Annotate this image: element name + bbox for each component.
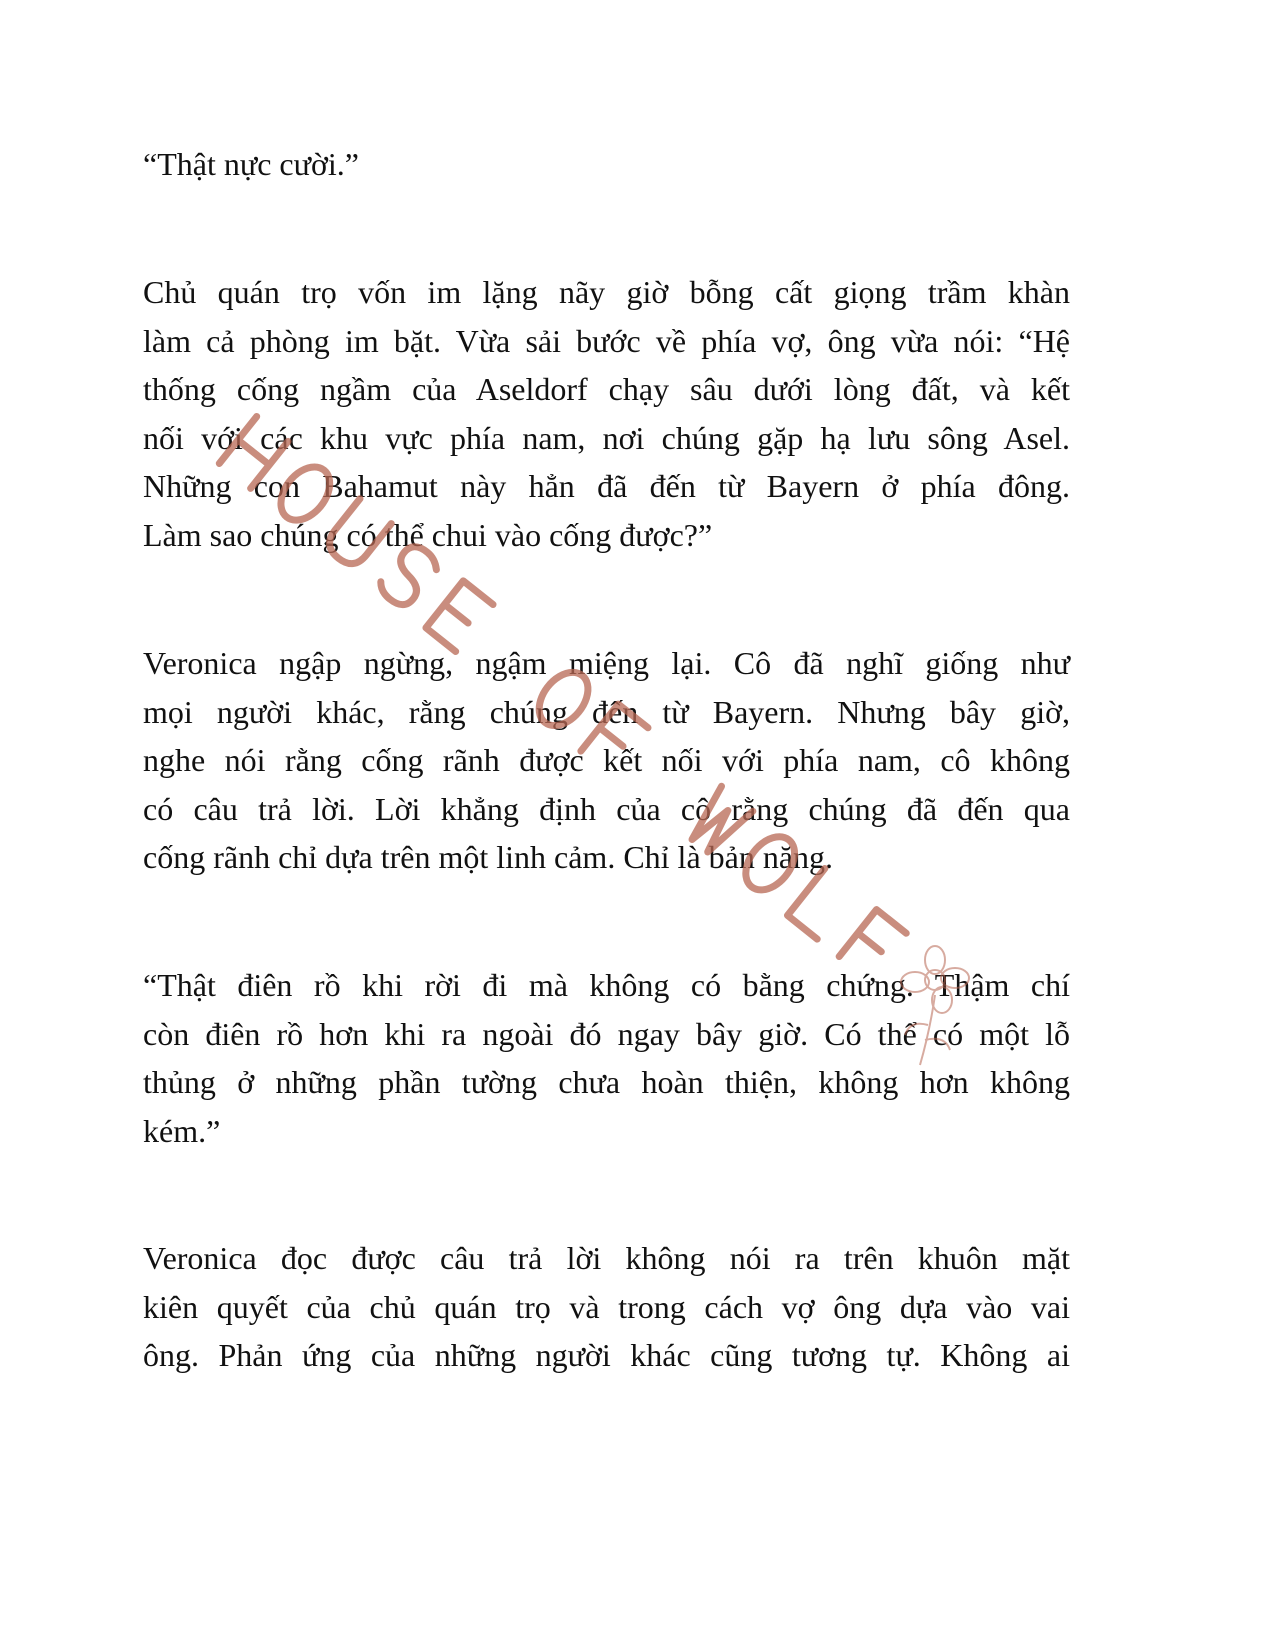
text-line: còn điên rồ hơn khi ra ngoài đó ngay bây giờ. Có thể có một lỗ (143, 1015, 1070, 1052)
text-line: có câu trả lời. Lời khẳng định của cô rằng chúng đã đến qua (143, 790, 1070, 827)
text-line: Veronica ngập ngừng, ngậm miệng lại. Cô đã nghĩ giống như (143, 645, 1070, 681)
text-line: Những con Bahamut này hẳn đã đến từ Bayern ở phía đông. (143, 468, 1070, 504)
text-line: kém.” (143, 1112, 221, 1149)
paragraph (143, 961, 1070, 1155)
text-line: “Thật điên rồ khi rời đi mà không có bằng chứng. Thậm chí (143, 967, 1070, 1003)
paragraph (143, 140, 1070, 189)
paragraph (143, 639, 1070, 882)
text-line: nối với các khu vực phía nam, nơi chúng gặp hạ lưu sông Asel. (143, 419, 1070, 456)
paragraph (143, 268, 1070, 559)
text-line: mọi người khác, rằng chúng đến từ Bayern. Nhưng bây giờ, (143, 693, 1070, 730)
text-line: làm cả phòng im bặt. Vừa sải bước về phía vợ, ông vừa nói: “Hệ (143, 322, 1070, 359)
paragraph (143, 1234, 1070, 1380)
text-line: Chủ quán trọ vốn im lặng nãy giờ bỗng cất giọng trầm khàn (143, 274, 1070, 310)
text-line: Làm sao chúng có thể chui vào cống được?” (143, 516, 713, 553)
text-line: cống rãnh chỉ dựa trên một linh cảm. Chỉ là bản năng. (143, 839, 834, 875)
text-line: “Thật nực cười.” (143, 146, 359, 182)
text-line: ông. Phản ứng của những người khác cũng tương tự. Không ai (143, 1337, 1070, 1373)
text-line: kiên quyết của chủ quán trọ và trong cách vợ ông dựa vào vai (143, 1288, 1070, 1325)
text-line: Veronica đọc được câu trả lời không nói ra trên khuôn mặt (143, 1240, 1070, 1276)
text-line: nghe nói rằng cống rãnh được kết nối với phía nam, cô không (143, 742, 1070, 778)
text-line: thủng ở những phần tường chưa hoàn thiện, không hơn không (143, 1064, 1070, 1100)
text-line: thống cống ngầm của Aseldorf chạy sâu dưới lòng đất, và kết (143, 371, 1070, 407)
